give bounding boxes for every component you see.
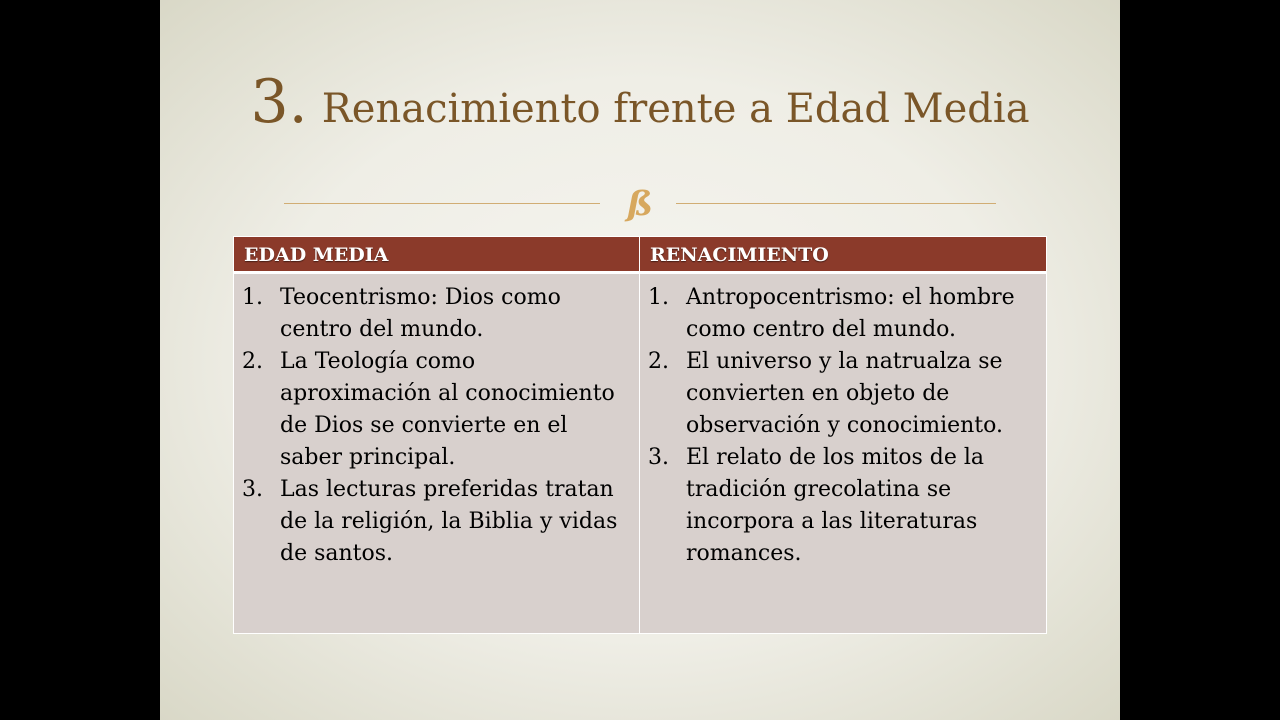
- list-item-text: Teocentrismo: Dios como centro del mundo.: [280, 285, 561, 342]
- list-item: [234, 474, 639, 570]
- list-number: 2.: [242, 349, 263, 374]
- title-number: 3.: [250, 67, 308, 137]
- list-item: [640, 282, 1046, 346]
- table-body-row: [234, 274, 1046, 633]
- header-renacimiento: RENACIMIENTO: [650, 244, 829, 266]
- edad-media-list: [234, 282, 639, 570]
- list-item: [640, 346, 1046, 442]
- cell-edad-media: [234, 274, 640, 633]
- list-item-text: El universo y la natrualza se convierten en objeto de observación y conocimiento.: [686, 349, 1004, 438]
- list-item: [234, 282, 639, 346]
- list-item: [640, 442, 1046, 570]
- list-number: 1.: [648, 285, 669, 310]
- header-edad-media: EDAD MEDIA: [234, 237, 640, 271]
- renacimiento-list: [640, 282, 1046, 570]
- comparison-table: [233, 236, 1047, 634]
- list-item-text: La Teología como aproximación al conocimiento de Dios se convierte en el saber principal.: [280, 349, 615, 470]
- title-text: Renacimiento frente a Edad Media: [321, 86, 1030, 132]
- list-item-text: Antropocentrismo: el hombre como centro del mundo.: [686, 285, 1015, 342]
- table-header-row: [234, 237, 1046, 274]
- list-number: 3.: [242, 477, 263, 502]
- divider-line-right: [676, 203, 996, 204]
- slide: [160, 0, 1120, 720]
- list-item-text: Las lecturas preferidas tratan de la religión, la Biblia y vidas de santos.: [280, 477, 618, 566]
- cell-renacimiento: [640, 274, 1046, 633]
- list-item: [234, 346, 639, 474]
- title-divider: [284, 184, 996, 224]
- list-number: 3.: [648, 445, 669, 470]
- list-number: 2.: [648, 349, 669, 374]
- ornament-icon: ß: [627, 184, 653, 224]
- slide-title: [160, 67, 1120, 137]
- list-number: 1.: [242, 285, 263, 310]
- divider-line-left: [284, 203, 600, 204]
- list-item-text: El relato de los mitos de la tradición grecolatina se incorpora a las literaturas romances.: [686, 445, 985, 566]
